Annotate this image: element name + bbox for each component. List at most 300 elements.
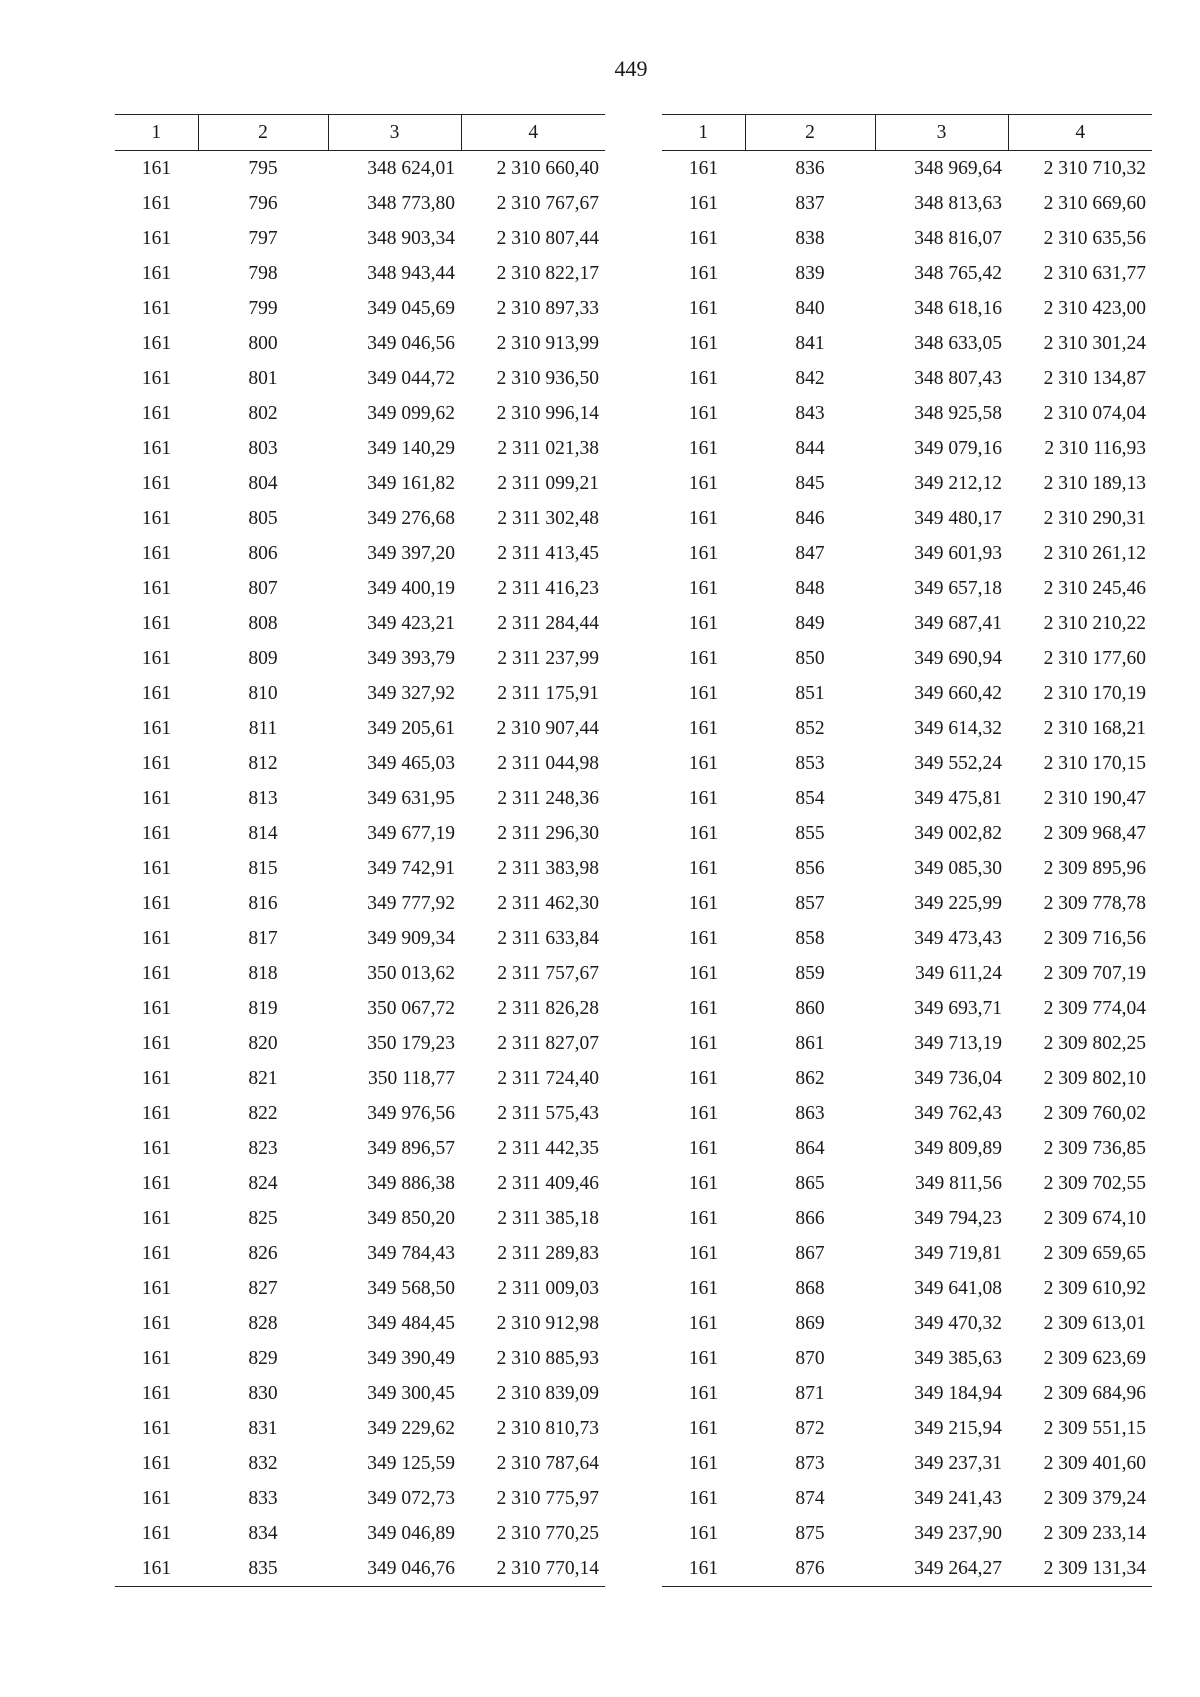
table-row (662, 991, 1152, 1026)
column-header-4: 4 (1008, 115, 1152, 151)
table-cell-col1: 161 (141, 577, 172, 599)
column-header-3: 3 (328, 115, 461, 151)
table-cell-col2: 871 (795, 1382, 825, 1404)
table-cell-col4: 2 310 787,64 (496, 1452, 599, 1474)
table-cell-col4: 2 311 289,83 (497, 1242, 599, 1264)
table-cell-col2: 824 (248, 1172, 278, 1194)
table-cell-col4: 2 311 021,38 (497, 437, 599, 459)
table-cell-col1: 161 (688, 472, 719, 494)
table-cell-col3: 349 079,16 (914, 437, 1002, 459)
table-row (662, 1061, 1152, 1096)
table-cell-col2: 833 (248, 1487, 278, 1509)
table-cell-col2: 825 (248, 1207, 278, 1229)
table-cell-col2: 796 (248, 192, 278, 214)
table-cell-col2: 872 (795, 1417, 825, 1439)
table-row (662, 921, 1152, 956)
table-cell-col4: 2 309 551,15 (1043, 1417, 1146, 1439)
table-cell-col3: 348 925,58 (914, 402, 1002, 424)
table-row (115, 326, 605, 361)
table-cell-col3: 349 184,94 (914, 1382, 1002, 1404)
table-cell-col4: 2 311 633,84 (497, 927, 599, 949)
table-header-row (662, 115, 1152, 151)
table-cell-col4: 2 309 659,65 (1043, 1242, 1146, 1264)
table-cell-col3: 349 909,34 (367, 927, 455, 949)
table-cell-col3: 349 470,32 (914, 1312, 1002, 1334)
table-row (115, 186, 605, 221)
table-cell-col3: 349 762,43 (914, 1102, 1002, 1124)
table-cell-col4: 2 310 996,14 (496, 402, 599, 424)
table-cell-col3: 349 811,56 (914, 1172, 1002, 1194)
table-cell-col4: 2 310 660,40 (496, 157, 599, 179)
table-cell-col3: 349 777,92 (367, 892, 455, 914)
table-cell-col2: 815 (248, 857, 278, 879)
table-cell-col3: 349 423,21 (367, 612, 455, 634)
table-row (115, 536, 605, 571)
table-row (115, 1306, 605, 1341)
table-cell-col4: 2 310 936,50 (496, 367, 599, 389)
table-cell-col3: 349 480,17 (914, 507, 1002, 529)
column-header-1: 1 (698, 121, 709, 143)
table-cell-col1: 161 (688, 892, 719, 914)
table-cell-col2: 836 (795, 157, 825, 179)
table-cell-col1: 161 (688, 1067, 719, 1089)
table-cell-col1: 161 (688, 402, 719, 424)
table-row (115, 1446, 605, 1481)
table-row (662, 711, 1152, 746)
table-row (662, 1341, 1152, 1376)
table-cell-col2: 870 (795, 1347, 825, 1369)
table-cell-col1: 161 (688, 1312, 719, 1334)
table-cell-col2: 854 (795, 787, 825, 809)
table-row (662, 1306, 1152, 1341)
table-row (662, 851, 1152, 886)
table-cell-col1: 161 (141, 962, 172, 984)
table-cell-col4: 2 310 177,60 (1043, 647, 1146, 669)
table-row (115, 291, 605, 326)
table-cell-col4: 2 310 897,33 (496, 297, 599, 319)
table-row (115, 1026, 605, 1061)
table-cell-col1: 161 (688, 787, 719, 809)
table-cell-col4: 2 311 284,44 (497, 612, 599, 634)
table-row (662, 361, 1152, 396)
table-row (662, 886, 1152, 921)
table-cell-col1: 161 (141, 752, 172, 774)
table-cell-col4: 2 309 401,60 (1043, 1452, 1146, 1474)
table-cell-col1: 161 (688, 542, 719, 564)
table-cell-col4: 2 311 827,07 (497, 1032, 599, 1054)
table-cell-col1: 161 (141, 1487, 172, 1509)
table-cell-col1: 161 (141, 892, 172, 914)
table-row (662, 1166, 1152, 1201)
table-row (115, 1201, 605, 1236)
table-cell-col1: 161 (688, 1172, 719, 1194)
table-row (115, 221, 605, 256)
table-row (662, 221, 1152, 256)
table-cell-col3: 349 237,31 (914, 1452, 1002, 1474)
table-cell-col3: 349 850,20 (367, 1207, 455, 1229)
table-cell-col2: 821 (248, 1067, 278, 1089)
table-cell-col3: 349 099,62 (367, 402, 455, 424)
table-row (115, 1236, 605, 1271)
table-cell-col4: 2 311 302,48 (497, 507, 599, 529)
table-cell-col2: 857 (795, 892, 825, 914)
table-cell-col2: 809 (248, 647, 278, 669)
table-cell-col3: 349 215,94 (914, 1417, 1002, 1439)
table-row (115, 956, 605, 991)
table-row (662, 536, 1152, 571)
table-cell-col2: 874 (795, 1487, 825, 1509)
table-cell-col3: 349 225,99 (914, 892, 1002, 914)
table-cell-col2: 834 (248, 1522, 278, 1544)
table-cell-col3: 349 736,04 (914, 1067, 1002, 1089)
table-row (115, 256, 605, 291)
table-cell-col4: 2 310 074,04 (1043, 402, 1146, 424)
table-cell-col1: 161 (141, 1067, 172, 1089)
table-cell-col4: 2 309 684,96 (1043, 1382, 1146, 1404)
table-cell-col2: 808 (248, 612, 278, 634)
table-cell-col3: 349 385,63 (914, 1347, 1002, 1369)
table-cell-col2: 875 (795, 1522, 825, 1544)
table-cell-col3: 349 614,32 (914, 717, 1002, 739)
table-cell-col4: 2 311 009,03 (497, 1277, 599, 1299)
table-row (662, 1236, 1152, 1271)
table-cell-col1: 161 (688, 1207, 719, 1229)
table-cell-col2: 797 (248, 227, 278, 249)
table-row (662, 396, 1152, 431)
table-row (115, 1096, 605, 1131)
table-row (115, 816, 605, 851)
table-cell-col1: 161 (141, 297, 172, 319)
table-cell-col1: 161 (688, 227, 719, 249)
table-cell-col2: 823 (248, 1137, 278, 1159)
table-cell-col4: 2 310 807,44 (496, 227, 599, 249)
table-cell-col2: 865 (795, 1172, 825, 1194)
table-cell-col2: 862 (795, 1067, 825, 1089)
table-cell-col4: 2 310 913,99 (496, 332, 599, 354)
table-cell-col3: 349 976,56 (367, 1102, 455, 1124)
table-cell-col4: 2 311 409,46 (497, 1172, 599, 1194)
table-cell-col1: 161 (141, 682, 172, 704)
table-cell-col4: 2 310 245,46 (1043, 577, 1146, 599)
table-cell-col2: 850 (795, 647, 825, 669)
table-cell-col1: 161 (141, 1102, 172, 1124)
table-cell-col2: 814 (248, 822, 278, 844)
table-row (115, 1551, 605, 1587)
table-cell-col3: 349 393,79 (367, 647, 455, 669)
table-cell-col3: 349 690,94 (914, 647, 1002, 669)
table-cell-col1: 161 (141, 997, 172, 1019)
table-cell-col1: 161 (688, 437, 719, 459)
table-cell-col3: 348 969,64 (914, 157, 1002, 179)
table-cell-col2: 856 (795, 857, 825, 879)
table-cell-col1: 161 (141, 157, 172, 179)
table-cell-col4: 2 311 416,23 (497, 577, 599, 599)
table-cell-col3: 349 794,23 (914, 1207, 1002, 1229)
table-cell-col1: 161 (688, 717, 719, 739)
table-cell-col2: 846 (795, 507, 825, 529)
table-cell-col1: 161 (141, 1452, 172, 1474)
table-cell-col3: 348 618,16 (914, 297, 1002, 319)
table-cell-col2: 832 (248, 1452, 278, 1474)
table-row (662, 1551, 1152, 1587)
table-row (115, 781, 605, 816)
table-cell-col4: 2 310 635,56 (1043, 227, 1146, 249)
table-cell-col2: 831 (248, 1417, 278, 1439)
table-cell-col3: 349 693,71 (914, 997, 1002, 1019)
table-row (115, 886, 605, 921)
table-row (115, 746, 605, 781)
table-header-row (115, 115, 605, 151)
table-cell-col2: 873 (795, 1452, 825, 1474)
table-cell-col3: 349 719,81 (914, 1242, 1002, 1264)
table-cell-col3: 349 484,45 (367, 1312, 455, 1334)
table-row (115, 501, 605, 536)
table-cell-col4: 2 310 810,73 (496, 1417, 599, 1439)
table-cell-col1: 161 (688, 647, 719, 669)
table-cell-col3: 349 046,89 (367, 1522, 455, 1544)
table-cell-col4: 2 310 770,14 (496, 1557, 599, 1579)
table-cell-col1: 161 (688, 1277, 719, 1299)
table-cell-col1: 161 (688, 682, 719, 704)
table-cell-col1: 161 (688, 822, 719, 844)
table-cell-col1: 161 (688, 962, 719, 984)
table-cell-col4: 2 311 044,98 (497, 752, 599, 774)
table-cell-col1: 161 (688, 157, 719, 179)
coordinates-table-right (662, 114, 1152, 1587)
table-cell-col1: 161 (688, 1382, 719, 1404)
table-cell-col1: 161 (688, 507, 719, 529)
table-cell-col3: 349 784,43 (367, 1242, 455, 1264)
coordinates-table-left (115, 114, 605, 1587)
table-cell-col3: 349 660,42 (914, 682, 1002, 704)
table-row (115, 571, 605, 606)
table-cell-col2: 853 (795, 752, 825, 774)
table-cell-col3: 349 241,43 (914, 1487, 1002, 1509)
table-cell-col4: 2 311 099,21 (497, 472, 599, 494)
table-cell-col4: 2 310 822,17 (496, 262, 599, 284)
table-cell-col3: 349 300,45 (367, 1382, 455, 1404)
table-cell-col4: 2 309 623,69 (1043, 1347, 1146, 1369)
table-cell-col4: 2 311 724,40 (497, 1067, 599, 1089)
table-cell-col2: 845 (795, 472, 825, 494)
table-cell-col4: 2 310 775,97 (496, 1487, 599, 1509)
table-cell-col4: 2 309 802,10 (1043, 1067, 1146, 1089)
table-cell-col1: 161 (141, 1207, 172, 1229)
table-cell-col4: 2 309 968,47 (1043, 822, 1146, 844)
table-cell-col1: 161 (688, 1417, 719, 1439)
table-cell-col2: 859 (795, 962, 825, 984)
table-row (115, 396, 605, 431)
table-cell-col1: 161 (141, 227, 172, 249)
table-row (662, 1131, 1152, 1166)
table-cell-col3: 349 125,59 (367, 1452, 455, 1474)
table-cell-col1: 161 (141, 857, 172, 879)
table-row (115, 1341, 605, 1376)
table-cell-col1: 161 (688, 1137, 719, 1159)
table-cell-col4: 2 310 290,31 (1043, 507, 1146, 529)
column-header-2: 2 (198, 115, 328, 151)
table-cell-col4: 2 311 383,98 (497, 857, 599, 879)
table-row (115, 1131, 605, 1166)
table-cell-col3: 349 212,12 (914, 472, 1002, 494)
table-cell-col2: 817 (248, 927, 278, 949)
table-row (662, 291, 1152, 326)
table-cell-col3: 349 264,27 (914, 1557, 1002, 1579)
table-cell-col3: 349 237,90 (914, 1522, 1002, 1544)
table-cell-col2: 876 (795, 1557, 825, 1579)
table-cell-col1: 161 (688, 332, 719, 354)
table-cell-col3: 349 552,24 (914, 752, 1002, 774)
table-cell-col2: 806 (248, 542, 278, 564)
table-cell-col2: 811 (248, 717, 278, 739)
table-cell-col2: 798 (248, 262, 278, 284)
table-cell-col4: 2 309 802,25 (1043, 1032, 1146, 1054)
table-cell-col4: 2 310 710,32 (1043, 157, 1146, 179)
table-cell-col2: 861 (795, 1032, 825, 1054)
table-cell-col3: 348 765,42 (914, 262, 1002, 284)
table-cell-col2: 855 (795, 822, 825, 844)
table-cell-col4: 2 309 736,85 (1043, 1137, 1146, 1159)
table-cell-col4: 2 310 261,12 (1043, 542, 1146, 564)
table-cell-col2: 866 (795, 1207, 825, 1229)
table-row (662, 1446, 1152, 1481)
table-cell-col4: 2 309 774,04 (1043, 997, 1146, 1019)
table-cell-col2: 822 (248, 1102, 278, 1124)
table-cell-col3: 349 400,19 (367, 577, 455, 599)
table-cell-col1: 161 (141, 542, 172, 564)
table-cell-col2: 838 (795, 227, 825, 249)
table-cell-col1: 161 (141, 1032, 172, 1054)
table-cell-col1: 161 (688, 577, 719, 599)
table-row (115, 361, 605, 396)
table-cell-col1: 161 (141, 1172, 172, 1194)
table-cell-col4: 2 310 423,00 (1043, 297, 1146, 319)
table-cell-col1: 161 (141, 1522, 172, 1544)
table-cell-col1: 161 (688, 297, 719, 319)
table-cell-col4: 2 309 233,14 (1043, 1522, 1146, 1544)
table-cell-col4: 2 311 442,35 (497, 1137, 599, 1159)
table-cell-col1: 161 (688, 262, 719, 284)
table-row (662, 186, 1152, 221)
table-row (662, 1096, 1152, 1131)
table-cell-col1: 161 (688, 1032, 719, 1054)
table-cell-col3: 349 205,61 (367, 717, 455, 739)
table-cell-col4: 2 310 168,21 (1043, 717, 1146, 739)
table-cell-col2: 802 (248, 402, 278, 424)
table-cell-col4: 2 310 885,93 (496, 1347, 599, 1369)
table-cell-col1: 161 (688, 997, 719, 1019)
table-cell-col4: 2 309 716,56 (1043, 927, 1146, 949)
table-cell-col3: 349 046,56 (367, 332, 455, 354)
table-cell-col2: 830 (248, 1382, 278, 1404)
table-cell-col4: 2 309 613,01 (1043, 1312, 1146, 1334)
table-cell-col1: 161 (141, 647, 172, 669)
table-cell-col1: 161 (141, 1277, 172, 1299)
table-row (662, 781, 1152, 816)
table-cell-col2: 813 (248, 787, 278, 809)
table-cell-col4: 2 310 116,93 (1044, 437, 1146, 459)
table-cell-col4: 2 310 907,44 (496, 717, 599, 739)
table-cell-col4: 2 309 895,96 (1043, 857, 1146, 879)
table-cell-col2: 801 (248, 367, 278, 389)
table-cell-col2: 828 (248, 1312, 278, 1334)
table-cell-col3: 349 140,29 (367, 437, 455, 459)
table-cell-col4: 2 309 131,34 (1043, 1557, 1146, 1579)
table-row (662, 151, 1152, 187)
table-cell-col3: 348 816,07 (914, 227, 1002, 249)
table-cell-col3: 349 465,03 (367, 752, 455, 774)
table-cell-col4: 2 311 462,30 (497, 892, 599, 914)
table-cell-col1: 161 (688, 1522, 719, 1544)
table-row (662, 816, 1152, 851)
table-cell-col4: 2 309 674,10 (1043, 1207, 1146, 1229)
table-cell-col4: 2 309 760,02 (1043, 1102, 1146, 1124)
table-cell-col4: 2 311 237,99 (497, 647, 599, 669)
table-cell-col1: 161 (688, 927, 719, 949)
table-cell-col4: 2 311 385,18 (497, 1207, 599, 1229)
table-cell-col3: 349 641,08 (914, 1277, 1002, 1299)
table-cell-col4: 2 310 301,24 (1043, 332, 1146, 354)
table-cell-col3: 348 807,43 (914, 367, 1002, 389)
table-cell-col2: 835 (248, 1557, 278, 1579)
table-cell-col3: 348 903,34 (367, 227, 455, 249)
table-cell-col3: 348 633,05 (914, 332, 1002, 354)
table-cell-col1: 161 (141, 1312, 172, 1334)
table-row (662, 956, 1152, 991)
table-cell-col4: 2 309 610,92 (1043, 1277, 1146, 1299)
table-cell-col2: 820 (248, 1032, 278, 1054)
table-cell-col4: 2 310 631,77 (1043, 262, 1146, 284)
table-cell-col2: 800 (248, 332, 278, 354)
table-cell-col2: 841 (795, 332, 825, 354)
table-cell-col4: 2 310 770,25 (496, 1522, 599, 1544)
table-cell-col2: 869 (795, 1312, 825, 1334)
table-cell-col4: 2 310 767,67 (496, 192, 599, 214)
table-cell-col4: 2 311 413,45 (497, 542, 599, 564)
table-row (115, 991, 605, 1026)
table-cell-col1: 161 (141, 1347, 172, 1369)
table-cell-col3: 349 085,30 (914, 857, 1002, 879)
table-cell-col3: 349 229,62 (367, 1417, 455, 1439)
table-row (115, 1166, 605, 1201)
table-cell-col2: 829 (248, 1347, 278, 1369)
table-cell-col1: 161 (688, 752, 719, 774)
table-cell-col4: 2 311 248,36 (497, 787, 599, 809)
table-cell-col3: 349 072,73 (367, 1487, 455, 1509)
table-cell-col1: 161 (141, 927, 172, 949)
table-cell-col3: 349 397,20 (367, 542, 455, 564)
table-cell-col1: 161 (141, 262, 172, 284)
table-cell-col3: 349 002,82 (914, 822, 1002, 844)
table-cell-col4: 2 311 826,28 (497, 997, 599, 1019)
page-number: 449 (614, 56, 648, 81)
table-cell-col1: 161 (688, 1557, 719, 1579)
table-cell-col3: 349 677,19 (367, 822, 455, 844)
table-cell-col3: 349 327,92 (367, 682, 455, 704)
table-cell-col2: 818 (248, 962, 278, 984)
table-cell-col2: 851 (795, 682, 825, 704)
table-cell-col3: 348 943,44 (367, 262, 455, 284)
table-cell-col2: 827 (248, 1277, 278, 1299)
table-cell-col4: 2 309 707,19 (1043, 962, 1146, 984)
table-cell-col2: 812 (248, 752, 278, 774)
table-cell-col3: 349 045,69 (367, 297, 455, 319)
table-cell-col2: 858 (795, 927, 825, 949)
table-row (115, 606, 605, 641)
table-row (662, 746, 1152, 781)
table-cell-col2: 867 (795, 1242, 825, 1264)
table-cell-col1: 161 (141, 1137, 172, 1159)
